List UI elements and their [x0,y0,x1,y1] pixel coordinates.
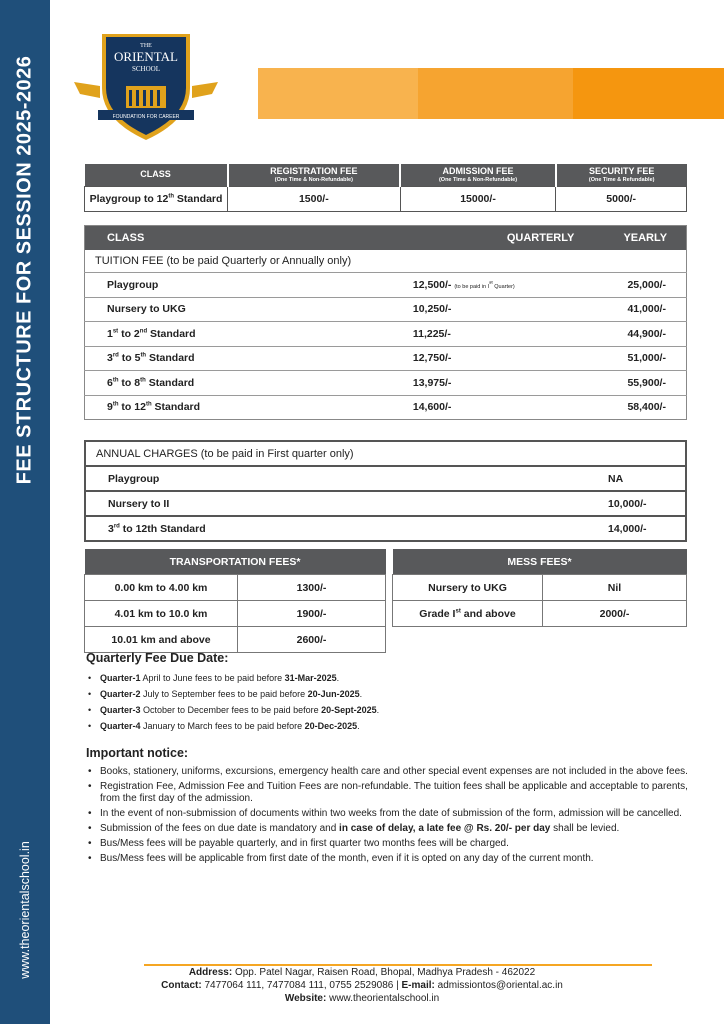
table-row [85,322,687,347]
annual-value: 14,000/- [608,516,686,541]
table-row [85,371,687,396]
tuition-quarterly: 12,750/- [245,346,606,371]
page-title: FEE STRUCTURE FOR SESSION 2025-2026 [13,55,36,485]
transport-distance: 0.00 km to 4.00 km [85,575,238,601]
table-row [85,601,386,627]
onetime-registration: 1500/- [228,187,401,212]
header-band-dark [573,68,724,119]
onetime-header-class: CLASS [85,164,228,187]
tuition-class: 9th to 12th Standard [85,395,245,420]
list-item: • Quarter-4 January to March fees to be paid before 20-Dec-2025. [100,718,700,734]
tuition-quarterly: 11,225/- [245,322,606,347]
tuition-header-yearly: YEARLY [605,226,686,251]
list-item: • Registration Fee, Admission Fee and Tuition Fees are non-refundable. The tuition fees shall be applicable and acceptable to parents, from the first day of the admission. [100,781,702,804]
transport-fee: 1900/- [238,601,386,627]
list-item: • Quarter-2 July to September fees to be paid before 20-Jun-2025. [100,686,700,702]
transport-distance: 4.01 km to 10.0 km [85,601,238,627]
sidebar [0,0,50,1024]
onetime-header-admission: ADMISSION FEE (One Time & Non-Refundable) [400,164,556,187]
annual-value: 10,000/- [608,491,686,516]
tuition-class: 3rd to 5th Standard [85,346,245,371]
tuition-yearly: 51,000/- [605,346,686,371]
table-row [85,491,686,516]
onetime-header-security: SECURITY FEE (One Time & Refundable) [556,164,687,187]
annual-charges-table [84,440,687,542]
tuition-fees-table [84,225,687,420]
tuition-class: 6th to 8th Standard [85,371,245,396]
tuition-quarterly: 14,600/- [245,395,606,420]
onetime-header-registration: REGISTRATION FEE (One Time & Non-Refundable) [228,164,401,187]
tuition-class: Playgroup [85,273,245,298]
tuition-yearly: 41,000/- [605,297,686,322]
transport-fee: 2600/- [238,627,386,653]
school-logo [72,28,220,144]
table-row [85,575,386,601]
onetime-class: Playgroup to 12th Standard [85,187,228,212]
mess-title: MESS FEES* [393,549,687,575]
onetime-security: 5000/- [556,187,687,212]
notice-title: Important notice: [86,746,189,760]
list-item: • Submission of the fees on due date is mandatory and in case of delay, a late fee @ Rs. 20/- per day shall be levied. [100,823,702,835]
transport-distance: 10.01 km and above [85,627,238,653]
tuition-class: Nursery to UKG [85,297,245,322]
notice-list [86,766,702,868]
table-row [85,627,386,653]
table-row [85,395,687,420]
annual-value: NA [608,466,686,491]
transport-title: TRANSPORTATION FEES* [85,549,386,575]
transport-fees-table [84,549,386,653]
list-item: • Quarter-3 October to December fees to be paid before 20-Sept-2025. [100,702,700,718]
table-row [85,346,687,371]
annual-subheading: ANNUAL CHARGES (to be paid in First quarter only) [96,447,354,460]
tuition-class: 1st to 2nd Standard [85,322,245,347]
tuition-quarterly: 12,500/- (to be paid in Ist Quarter) [245,273,606,298]
onetime-admission: 15000/- [400,187,556,212]
table-row [393,575,687,601]
svg-text:THE: THE [140,43,152,49]
annual-class: 3rd to 12th Standard [85,516,608,541]
transport-fee: 1300/- [238,575,386,601]
table-row [85,466,686,491]
list-item: • Bus/Mess fees will be applicable from first date of the month, even if it is opted on any day of the current month. [100,853,702,865]
tuition-subheading: TUITION FEE (to be paid Quarterly or Annually only) [95,255,352,267]
table-row [85,297,687,322]
mess-fee: Nil [543,575,687,601]
tuition-quarterly: 13,975/- [245,371,606,396]
table-row [85,273,687,298]
svg-text:ORIENTAL: ORIENTAL [114,49,178,64]
list-item: • Quarter-1 April to June fees to be paid before 31-Mar-2025. [100,670,700,686]
due-date-title: Quarterly Fee Due Date: [86,651,229,665]
footer-address: Address: Opp. Patel Nagar, Raisen Road, Bhopal, Madhya Pradesh - 462022 [188,967,536,978]
svg-text:SCHOOL: SCHOOL [131,65,161,73]
tuition-yearly: 25,000/- [605,273,686,298]
annual-class: Playgroup [85,466,608,491]
table-row [393,601,687,627]
sidebar-website: www.theorientalschool.in [18,841,32,979]
tuition-yearly: 58,400/- [605,395,686,420]
svg-text:FOUNDATION FOR CAREER: FOUNDATION FOR CAREER [112,114,180,120]
annual-class: Nursery to II [85,491,608,516]
onetime-fees-table [84,164,687,212]
tuition-yearly: 44,900/- [605,322,686,347]
list-item: • Bus/Mess fees will be payable quarterly, and in first quarter two months fees will be charged. [100,838,702,850]
table-row [85,187,687,212]
tuition-quarterly: 10,250/- [245,297,606,322]
footer-website: Website: www.theorientalschool.in [284,993,440,1004]
mess-class: Grade Ist and above [393,601,543,627]
footer-contact: Contact: 7477064 111, 7477084 111, 0755 2529086 | E-mail: admissiontos@oriental.ac.in [161,980,563,991]
tuition-header-quarterly: QUARTERLY [245,226,606,251]
header-band-mid [418,68,573,119]
tuition-yearly: 55,900/- [605,371,686,396]
mess-fees-table [392,549,687,627]
mess-class: Nursery to UKG [393,575,543,601]
header-band-light [258,68,418,119]
due-date-list [86,670,700,734]
mess-fee: 2000/- [543,601,687,627]
tuition-header-class: CLASS [85,226,245,251]
list-item: • Books, stationery, uniforms, excursions, emergency health care and other special event expenses are not included in the above fees. [100,766,702,778]
list-item: • In the event of non-submission of documents within two weeks from the date of submission of the form, admission will be cancelled. [100,808,702,820]
table-row [85,516,686,541]
